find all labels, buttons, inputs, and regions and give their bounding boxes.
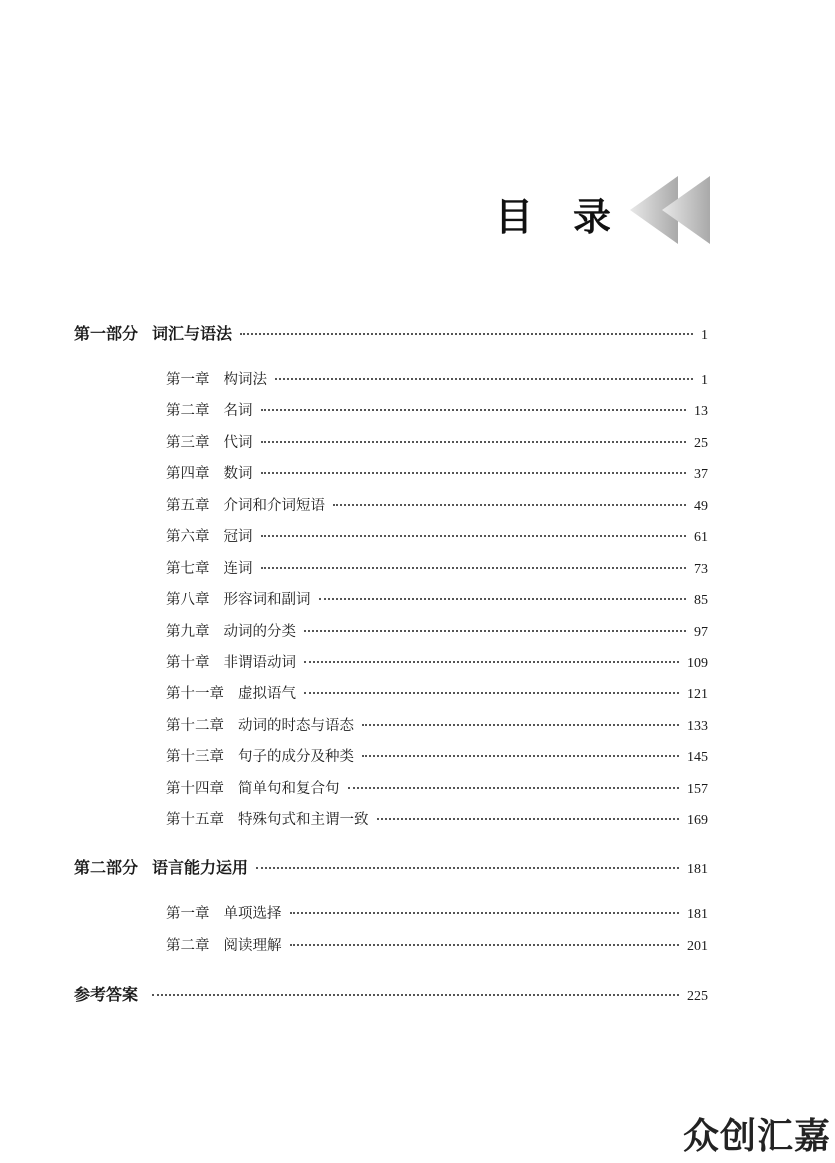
chapter-title: 数词: [223, 466, 253, 482]
part-title: 语言能力运用: [152, 858, 249, 877]
toc-chapter[interactable]: [166, 588, 708, 609]
chapter-label: 第十二章: [166, 718, 224, 734]
toc-chapter[interactable]: [166, 745, 708, 766]
title-char-1: 目: [495, 194, 534, 239]
leader-dots: [240, 333, 693, 335]
toc-chapter[interactable]: [166, 462, 708, 483]
page-number: 49: [694, 499, 708, 514]
leader-dots: [275, 378, 693, 380]
chapter-label: 第九章: [166, 624, 210, 640]
leader-dots: [290, 912, 680, 914]
leader-dots: [152, 994, 679, 996]
chapter-title: 代词: [223, 435, 253, 451]
leader-dots: [261, 535, 687, 537]
chapter-label: 第六章: [166, 529, 210, 545]
chapter-label: 第五章: [166, 498, 210, 514]
page-number: 25: [694, 436, 708, 451]
leader-dots: [362, 724, 679, 726]
chapter-title: 构词法: [223, 372, 267, 388]
page-number: 109: [687, 656, 708, 671]
page-number: 169: [687, 813, 708, 828]
page-number: 157: [687, 782, 708, 797]
chapter-title: 介词和介词短语: [223, 498, 325, 514]
chapter-title: 冠词: [223, 529, 253, 545]
toc-chapter[interactable]: [166, 620, 708, 641]
toc-chapter[interactable]: [166, 808, 708, 829]
chapter-label: 第二章: [166, 938, 210, 954]
chapter-label: 第七章: [166, 561, 210, 577]
toc-chapter[interactable]: [166, 902, 708, 923]
chapter-label: 第八章: [166, 592, 210, 608]
toc-chapter[interactable]: [166, 368, 708, 389]
title-char-2: 录: [573, 194, 612, 239]
page-number: 133: [687, 719, 708, 734]
page-number: 145: [687, 750, 708, 765]
chapter-title: 虚拟语气: [238, 686, 296, 702]
leader-dots: [256, 867, 679, 869]
chapter-label: 第十三章: [166, 749, 224, 765]
page-number: 201: [687, 939, 708, 954]
chapter-label: 第一章: [166, 372, 210, 388]
toc-answers[interactable]: [74, 982, 708, 1005]
chapter-label: 第十章: [166, 655, 210, 671]
toc-part-2[interactable]: [74, 855, 708, 878]
chapter-title: 形容词和副词: [223, 592, 311, 608]
page-number: 225: [687, 989, 708, 1004]
page-number: 97: [694, 625, 708, 640]
page-number: 1: [701, 373, 708, 388]
chapter-title: 特殊句式和主谓一致: [238, 812, 369, 828]
leader-dots: [290, 944, 680, 946]
chapter-title: 连词: [223, 561, 253, 577]
page-number: 85: [694, 593, 708, 608]
chapter-label: 第一章: [166, 906, 210, 922]
page-number: 13: [694, 404, 708, 419]
leader-dots: [261, 472, 687, 474]
toc-chapter[interactable]: [166, 934, 708, 955]
leader-dots: [261, 409, 687, 411]
toc-chapter[interactable]: [166, 525, 708, 546]
leader-dots: [348, 787, 680, 789]
leader-dots: [333, 504, 686, 506]
leader-dots: [304, 692, 679, 694]
toc-chapter[interactable]: [166, 777, 708, 798]
page-number: 1: [701, 328, 708, 343]
leader-dots: [304, 661, 679, 663]
chapter-label: 第三章: [166, 435, 210, 451]
leader-dots: [261, 567, 687, 569]
toc-chapter[interactable]: [166, 399, 708, 420]
part-title: 词汇与语法: [152, 324, 233, 343]
chapter-title: 简单句和复合句: [238, 781, 340, 797]
chapter-label: 第十四章: [166, 781, 224, 797]
page-number: 121: [687, 687, 708, 702]
toc-chapter[interactable]: [166, 557, 708, 578]
chapter-title: 动词的分类: [223, 624, 296, 640]
chapter-title: 动词的时态与语态: [238, 718, 354, 734]
chapter-label: 第十五章: [166, 812, 224, 828]
chapter-title: 阅读理解: [223, 938, 282, 954]
page-number: 61: [694, 530, 708, 545]
chapter-label: 第二章: [166, 403, 210, 419]
chapter-label: 第十一章: [166, 686, 224, 702]
chapter-title: 单项选择: [223, 906, 282, 922]
toc-chapter[interactable]: [166, 682, 708, 703]
toc-chapter[interactable]: [166, 651, 708, 672]
page-number: 37: [694, 467, 708, 482]
part-label: 第二部分: [74, 858, 139, 877]
leader-dots: [362, 755, 679, 757]
page-number: 181: [687, 907, 708, 922]
page-number: 181: [687, 862, 708, 877]
toc-chapter[interactable]: [166, 431, 708, 452]
watermark-logo: 众创汇嘉: [682, 1116, 831, 1157]
toc-part-1[interactable]: [74, 321, 708, 344]
chapter-label: 第四章: [166, 466, 210, 482]
part-label: 参考答案: [74, 985, 139, 1004]
chapter-title: 非谓语动词: [223, 655, 296, 671]
chapter-title: 名词: [223, 403, 253, 419]
chapter-title: 句子的成分及种类: [238, 749, 354, 765]
page-number: 73: [694, 562, 708, 577]
leader-dots: [304, 630, 686, 632]
part-label: 第一部分: [74, 324, 139, 343]
toc-chapter[interactable]: [166, 494, 708, 515]
leader-dots: [377, 818, 680, 820]
toc-chapter[interactable]: [166, 714, 708, 735]
leader-dots: [261, 441, 687, 443]
leader-dots: [319, 598, 687, 600]
